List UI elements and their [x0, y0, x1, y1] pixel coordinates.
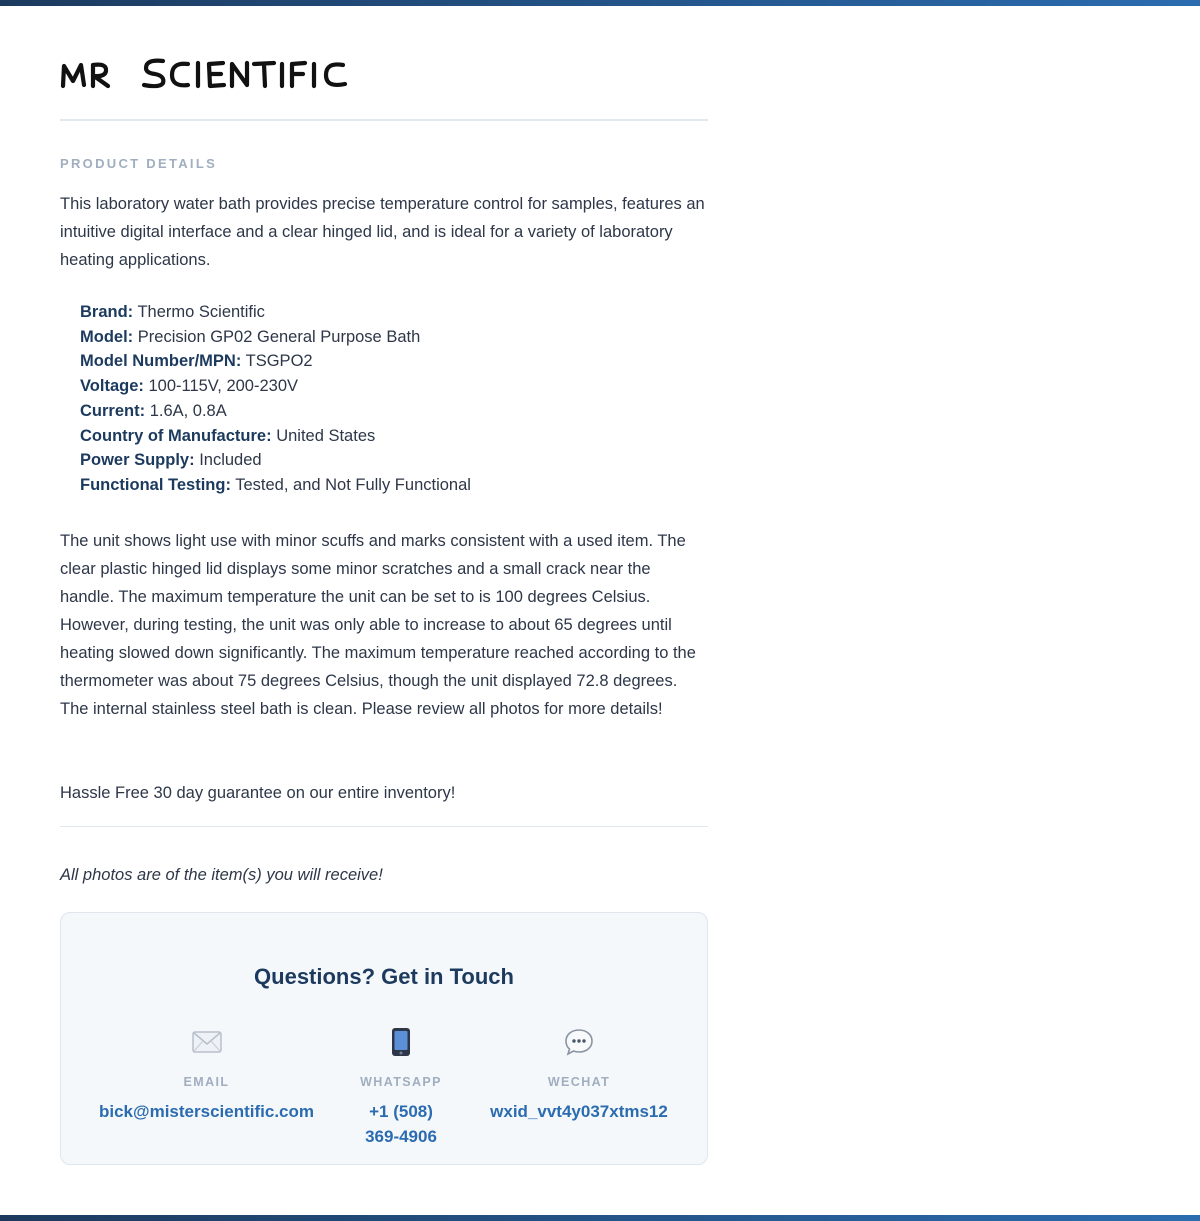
- spec-key: Model Number/MPN:: [80, 352, 242, 371]
- spec-value: Included: [199, 451, 262, 470]
- guarantee-text: Hassle Free 30 day guarantee on our entire inventory!: [60, 784, 456, 802]
- whatsapp-label: WHATSAPP: [360, 1075, 442, 1089]
- spec-item: [80, 349, 471, 374]
- contact-whatsapp: [351, 1025, 451, 1149]
- spec-key: Power Supply:: [80, 451, 195, 470]
- contact-card: [60, 912, 708, 1165]
- photos-note: All photos are of the item(s) you will receive!: [60, 866, 383, 884]
- spec-key: Voltage:: [80, 377, 144, 396]
- wechat-id[interactable]: wxid_vvt4y037xtms12: [490, 1102, 668, 1121]
- contact-email: [91, 1025, 322, 1124]
- spec-list: [80, 300, 471, 498]
- brand-logo: [60, 52, 362, 94]
- spec-item: [80, 300, 471, 325]
- spec-key: Current:: [80, 401, 146, 420]
- spec-value: United States: [276, 426, 376, 445]
- wechat-label: WECHAT: [547, 1075, 611, 1089]
- spec-value: TSGPO2: [245, 352, 313, 371]
- spec-item: [80, 399, 471, 424]
- condition-description: The unit shows light use with minor scuffs and marks consistent with a used item. The clear plastic hinged lid displays some minor scratches and a small crack near the handle. The maximum temperature the unit can be set to is 100 degrees Celsius. However, during testing, the unit was only able to increase to about 65 degrees until heating slowed down significantly. The maximum temperature reached according to the thermometer was about 75 degrees Celsius, though the unit displayed 72.8 degrees. The internal stainless steel bath is clean. Please review all photos for more details!: [60, 532, 696, 718]
- mobile-phone-icon: [351, 1025, 451, 1059]
- contact-wechat: [481, 1025, 677, 1124]
- whatsapp-link[interactable]: +1 (508) 369-4906: [365, 1102, 437, 1146]
- spec-item: [80, 473, 471, 498]
- speech-bubble-icon: [481, 1025, 677, 1059]
- spec-key: Model:: [80, 327, 134, 346]
- contact-title: Questions? Get in Touch: [254, 964, 514, 989]
- spec-value: 1.6A, 0.8A: [149, 401, 227, 420]
- spec-item: [80, 325, 471, 350]
- spec-value: Thermo Scientific: [137, 303, 265, 321]
- spec-item: [80, 374, 471, 399]
- spec-item: [80, 424, 471, 449]
- header-divider: [60, 119, 708, 121]
- section-label: PRODUCT DETAILS: [60, 156, 218, 171]
- section-divider: [60, 826, 708, 827]
- spec-value: Tested, and Not Fully Functional: [235, 475, 471, 494]
- email-label: EMAIL: [183, 1075, 230, 1089]
- top-accent-bar: [0, 0, 1200, 6]
- spec-key: Brand:: [80, 303, 134, 321]
- product-description: This laboratory water bath provides precise temperature control for samples, features an intuitive digital interface and a clear hinged lid, and is ideal for a variety of laboratory heating applications.: [60, 195, 705, 269]
- spec-value: Precision GP02 General Purpose Bath: [137, 327, 421, 346]
- spec-key: Functional Testing:: [80, 475, 231, 494]
- envelope-icon: [91, 1025, 322, 1059]
- spec-value: 100-115V, 200-230V: [148, 377, 299, 396]
- bottom-accent-bar: [0, 1215, 1200, 1221]
- email-link[interactable]: bick@misterscientific.com: [99, 1102, 314, 1121]
- spec-key: Country of Manufacture:: [80, 426, 272, 445]
- spec-item: [80, 448, 471, 473]
